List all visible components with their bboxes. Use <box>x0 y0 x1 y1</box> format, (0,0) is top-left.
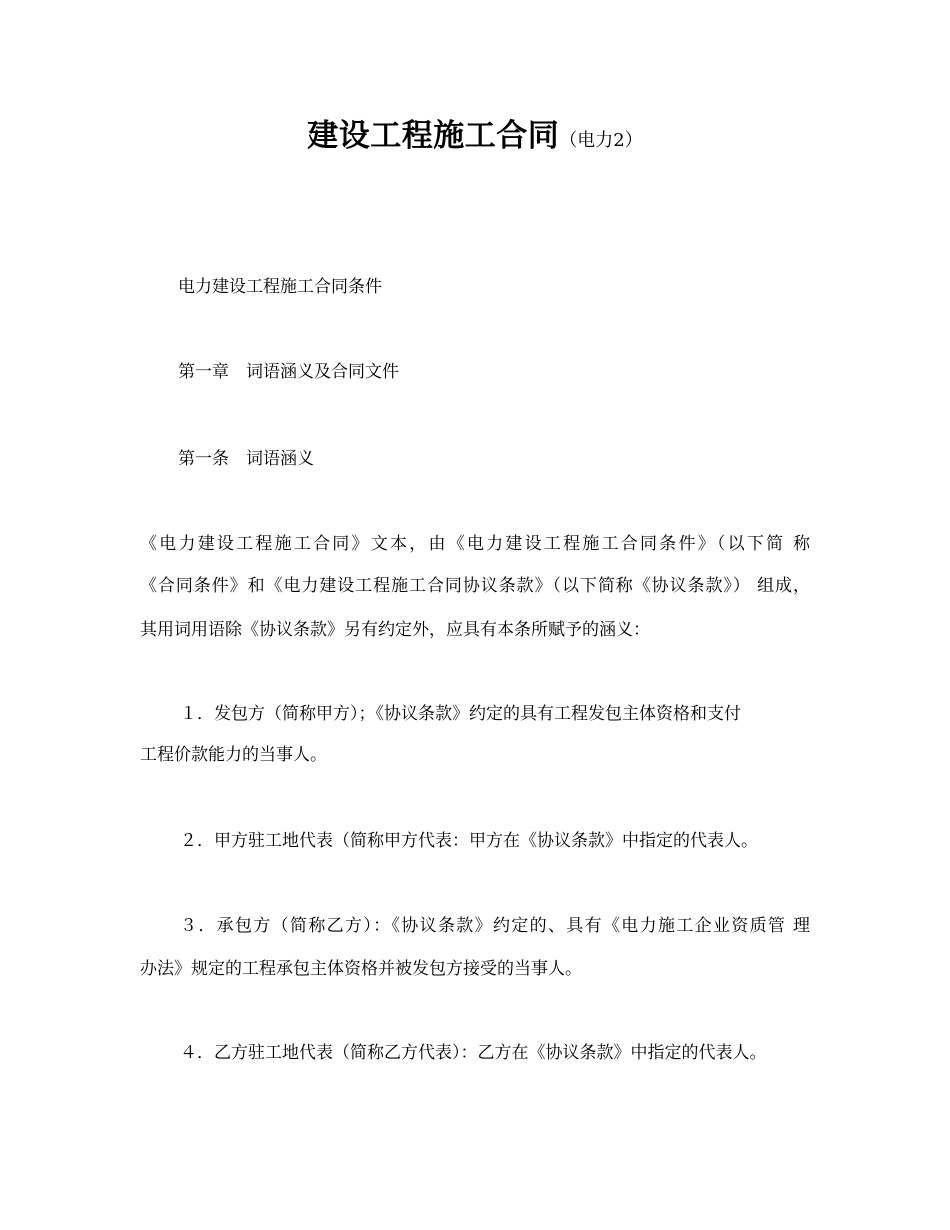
item-2-line-1: ２．甲方驻工地代表（简称甲方代表：甲方在《协议条款》中指定的代表人。 <box>180 831 758 851</box>
item-1-line-1: １．发包方（简称甲方）；《协议条款》约定的具有工程发包主体资格和支付 <box>180 704 741 724</box>
article-heading: 第一条 词语涵义 <box>178 449 314 469</box>
conditions-heading: 电力建设工程施工合同条件 <box>178 277 382 297</box>
item-3-line-1: ３．承包方（简称乙方）：《协议条款》约定的、具有《电力施工企业资质管 理 <box>180 916 810 936</box>
item-1-line-2: 工程价款能力的当事人。 <box>140 745 327 765</box>
item-3-line-2: 办法》规定的工程承包主体资格并被发包方接受的当事人。 <box>140 959 582 979</box>
title-subtitle: （电力2） <box>559 130 643 151</box>
item-4-line-1: ４．乙方驻工地代表（简称乙方代表）：乙方在《协议条款》中指定的代表人。 <box>180 1043 767 1063</box>
chapter-heading: 第一章 词语涵义及合同文件 <box>178 362 399 382</box>
intro-paragraph-line-3: 其用词用语除《协议条款》另有约定外，应具有本条所赋予的涵义： <box>140 620 650 640</box>
intro-paragraph-line-1: 《电力建设工程施工合同》文本，由《电力建设工程施工合同条件》（以下简 称 <box>140 534 810 554</box>
title-main: 建设工程施工合同 <box>307 118 560 154</box>
intro-paragraph-line-2: 《合同条件》和《电力建设工程施工合同协议条款》（以下简称《协议条款》） 组成， <box>140 576 810 596</box>
document-title <box>0 112 950 165</box>
